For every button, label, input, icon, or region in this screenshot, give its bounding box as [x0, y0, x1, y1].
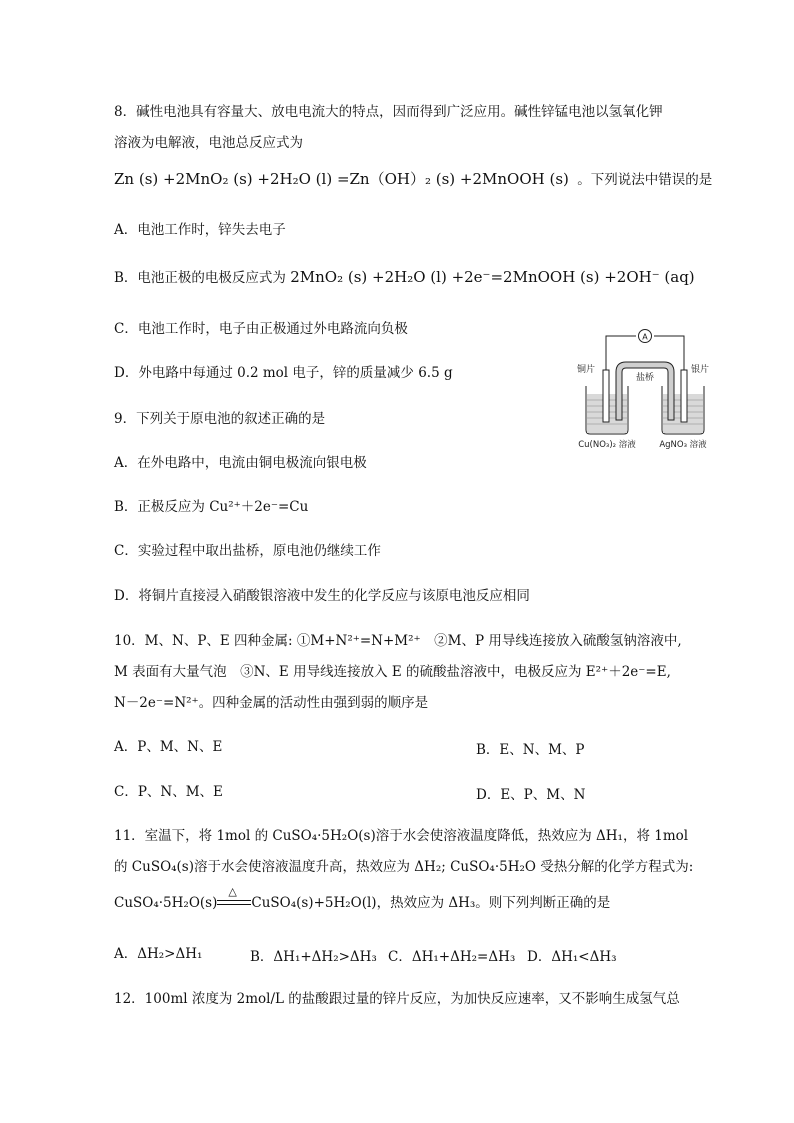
q11-heat-arrow	[217, 885, 251, 912]
q10-option-d: D．E、P、M、N	[476, 787, 586, 803]
q8-stem-tail: 。下列说法中错误的是	[577, 172, 713, 188]
silver-electrode	[681, 370, 687, 422]
q9-option-b: B．正极反应为 Cu²⁺＋2e⁻=Cu	[114, 499, 309, 515]
q11-reactant: CuSO₄·5H₂O(s)	[114, 895, 218, 911]
q9-stem: 9．下列关于原电池的叙述正确的是	[114, 411, 326, 427]
q11-option-a: A．ΔH₂>ΔH₁	[114, 946, 203, 962]
q11-stem-line2: 的 CuSO₄(s)溶于水会使溶液温度升高，热效应为 ΔH₂; CuSO₄·5H₂O 受热分解的化学方程式为:	[114, 859, 694, 875]
salt-bridge-label: 盐桥	[635, 373, 655, 383]
q9-option-c: C．实验过程中取出盐桥，原电池仍继续工作	[114, 543, 381, 559]
q11-option-c: C．ΔH₁+ΔH₂=ΔH₃	[388, 949, 516, 965]
galvanic-cell-figure	[572, 328, 722, 450]
silver-label: 银片	[691, 365, 710, 375]
q11-option-d: D．ΔH₁<ΔH₃	[527, 949, 617, 965]
ammeter-label: A	[642, 332, 648, 342]
q8-stem-line1: 8．碱性电池具有容量大、放电电流大的特点，因而得到广泛应用。碱性锌锰电池以氢氧化钾	[114, 104, 663, 120]
copper-label: 铜片	[577, 365, 596, 375]
q8-option-d: D．外电路中每通过 0.2 mol 电子，锌的质量减少 6.5 g	[114, 365, 453, 381]
q11-stem-line1: 11．室温下，将 1mol 的 CuSO₄·5H₂O(s)溶于水会使溶液温度降低，热效应为 ΔH₁，将 1mol	[114, 828, 689, 844]
q12-stem-line1: 12．100ml 浓度为 2mol/L 的盐酸跟过量的锌片反应，为加快反应速率，又不影响生成氢气总	[114, 991, 680, 1007]
heat-condition-icon: △	[228, 885, 237, 898]
q9-option-a: A．在外电路中，电流由铜电极流向银电极	[114, 455, 367, 471]
q8-option-b-text: B．电池正极的电极反应式为	[114, 270, 286, 286]
q10-option-b: B．E、N、M、P	[476, 742, 585, 758]
copper-electrode	[603, 370, 609, 422]
q8-stem-line2: 溶液为电解液，电池总反应式为	[114, 135, 303, 151]
q10-stem-line3: N－2e⁻=N²⁺。四种金属的活动性由强到弱的顺序是	[114, 695, 429, 711]
q9-option-d: D．将铜片直接浸入硝酸银溶液中发生的化学反应与该原电池反应相同	[114, 588, 530, 604]
q10-option-c: C．P、N、M、E	[114, 784, 223, 800]
galvanic-cell-diagram	[572, 328, 722, 450]
q8-option-b	[114, 268, 695, 287]
q11-stem-line3	[114, 885, 611, 912]
q11-option-b: B．ΔH₁+ΔH₂>ΔH₃	[250, 949, 377, 965]
q8-option-b-equation: 2MnO₂ (s) +2H₂O (l) +2e⁻=2MnOOH (s) +2OH⁻ (aq)	[290, 268, 695, 286]
q10-stem-line1: 10．M、N、P、E 四种金属: ①M+N²⁺=N+M²⁺ ②M、P 用导线连接放入硫酸氢钠溶液中,	[114, 633, 682, 649]
q10-option-a: A．P、M、N、E	[114, 739, 223, 755]
q11-products: CuSO₄(s)+5H₂O(l)，热效应为 ΔH₃。则下列判断正确的是	[251, 895, 611, 911]
left-solution-label: Cu(NO₃)₂ 溶液	[578, 440, 636, 450]
q10-stem-line2: M 表面有大量气泡 ③N、E 用导线连接放入 E 的硫酸盐溶液中，电极反应为 E²⁺＋2e⁻=E,	[114, 664, 671, 680]
q8-total-reaction: Zn (s) +2MnO₂ (s) +2H₂O (l) =Zn（OH）₂ (s) +2MnOOH (s)	[114, 170, 569, 188]
q8-option-a: A．电池工作时，锌失去电子	[114, 222, 286, 238]
right-solution-label: AgNO₃ 溶液	[659, 440, 707, 450]
q8-equation-line	[114, 170, 712, 189]
q8-option-c: C．电池工作时，电子由正极通过外电路流向负极	[114, 321, 408, 337]
